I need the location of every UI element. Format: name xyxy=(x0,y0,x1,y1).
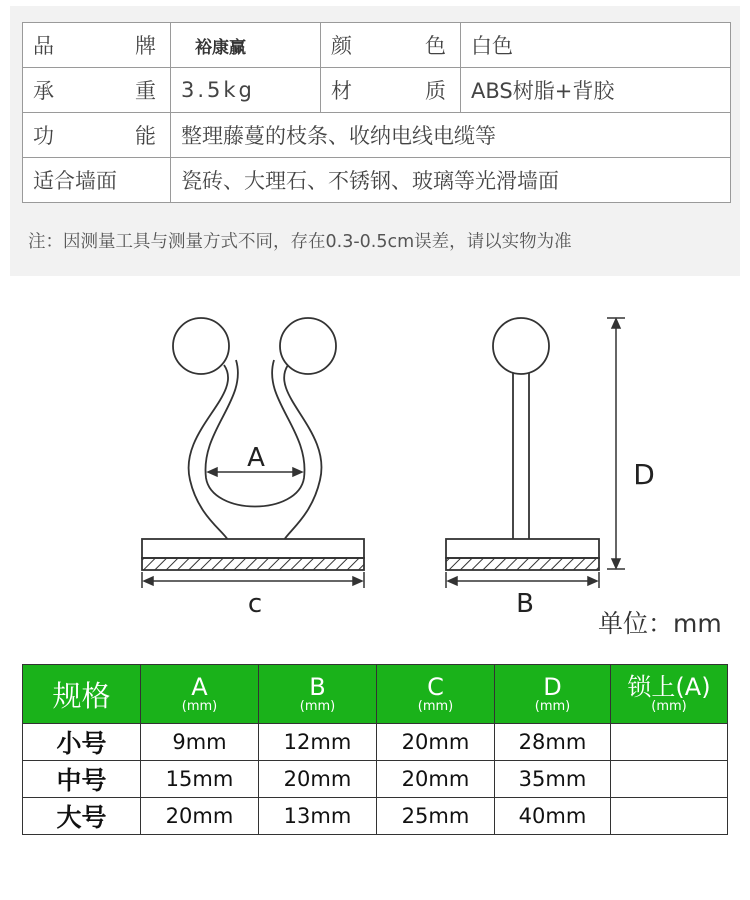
material-value: ABS树脂+背胶 xyxy=(461,68,731,113)
brand-value: 裕康赢 xyxy=(171,23,321,68)
ball-right xyxy=(280,318,336,374)
header-locked-a: 锁上(A) (mm) xyxy=(611,665,728,724)
measurement-note: 注：因测量工具与测量方式不同，存在0.3-0.5cm误差，请以实物为准 xyxy=(28,232,572,252)
unit-label: 单位：mm xyxy=(598,609,722,638)
header-a: A (mm) xyxy=(141,665,259,724)
cell-a: 20mm xyxy=(141,798,259,835)
spec-row-surface xyxy=(23,158,731,203)
brand-label: 品 牌 xyxy=(23,23,171,68)
size-row-small xyxy=(23,724,728,761)
header-b: B (mm) xyxy=(259,665,377,724)
inner-loop xyxy=(205,360,304,507)
cell-d: 35mm xyxy=(495,761,611,798)
size-header-row xyxy=(23,665,728,724)
size-table xyxy=(22,664,728,835)
size-row-large xyxy=(23,798,728,835)
color-label: 颜 色 xyxy=(321,23,461,68)
row-name: 中号 xyxy=(23,761,141,798)
cell-c: 20mm xyxy=(377,761,495,798)
label-b: B xyxy=(516,589,534,619)
weight-label: 承 重 xyxy=(23,68,171,113)
surface-value: 瓷砖、大理石、不锈钢、玻璃等光滑墙面 xyxy=(171,158,731,203)
header-spec: 规格 xyxy=(23,665,141,724)
header-d: D (mm) xyxy=(495,665,611,724)
spec-row-brand xyxy=(23,23,731,68)
cell-d: 28mm xyxy=(495,724,611,761)
dimension-d xyxy=(607,318,625,569)
spec-row-weight xyxy=(23,68,731,113)
cell-d: 40mm xyxy=(495,798,611,835)
ball-left xyxy=(173,318,229,374)
label-a: A xyxy=(247,443,265,473)
function-label: 功 能 xyxy=(23,113,171,158)
adhesive-side xyxy=(446,558,599,570)
ball-side xyxy=(493,318,549,374)
dimension-c xyxy=(142,572,364,588)
color-value: 白色 xyxy=(461,23,731,68)
cell-b: 20mm xyxy=(259,761,377,798)
cell-locked-a xyxy=(611,798,728,835)
label-c: c xyxy=(247,589,263,619)
dimension-b xyxy=(446,572,599,588)
size-row-medium xyxy=(23,761,728,798)
cell-c: 25mm xyxy=(377,798,495,835)
surface-label: 适合墙面 xyxy=(23,158,171,203)
adhesive-front xyxy=(142,558,364,570)
cell-locked-a xyxy=(611,761,728,798)
function-value: 整理藤蔓的枝条、收纳电线电缆等 xyxy=(171,113,731,158)
clip-side-view xyxy=(446,318,599,570)
base-plate-side xyxy=(446,539,599,558)
dimension-diagram xyxy=(0,290,750,619)
cell-locked-a xyxy=(611,724,728,761)
base-plate-front xyxy=(142,539,364,558)
cell-a: 15mm xyxy=(141,761,259,798)
header-c: C (mm) xyxy=(377,665,495,724)
row-name: 大号 xyxy=(23,798,141,835)
weight-value: 3.5kg xyxy=(171,68,321,113)
label-d: D xyxy=(633,458,655,491)
stem-side xyxy=(513,370,529,540)
cell-c: 20mm xyxy=(377,724,495,761)
spec-table xyxy=(22,22,731,203)
cell-a: 9mm xyxy=(141,724,259,761)
spec-row-function xyxy=(23,113,731,158)
material-label: 材 质 xyxy=(321,68,461,113)
cell-b: 13mm xyxy=(259,798,377,835)
row-name: 小号 xyxy=(23,724,141,761)
cell-b: 12mm xyxy=(259,724,377,761)
